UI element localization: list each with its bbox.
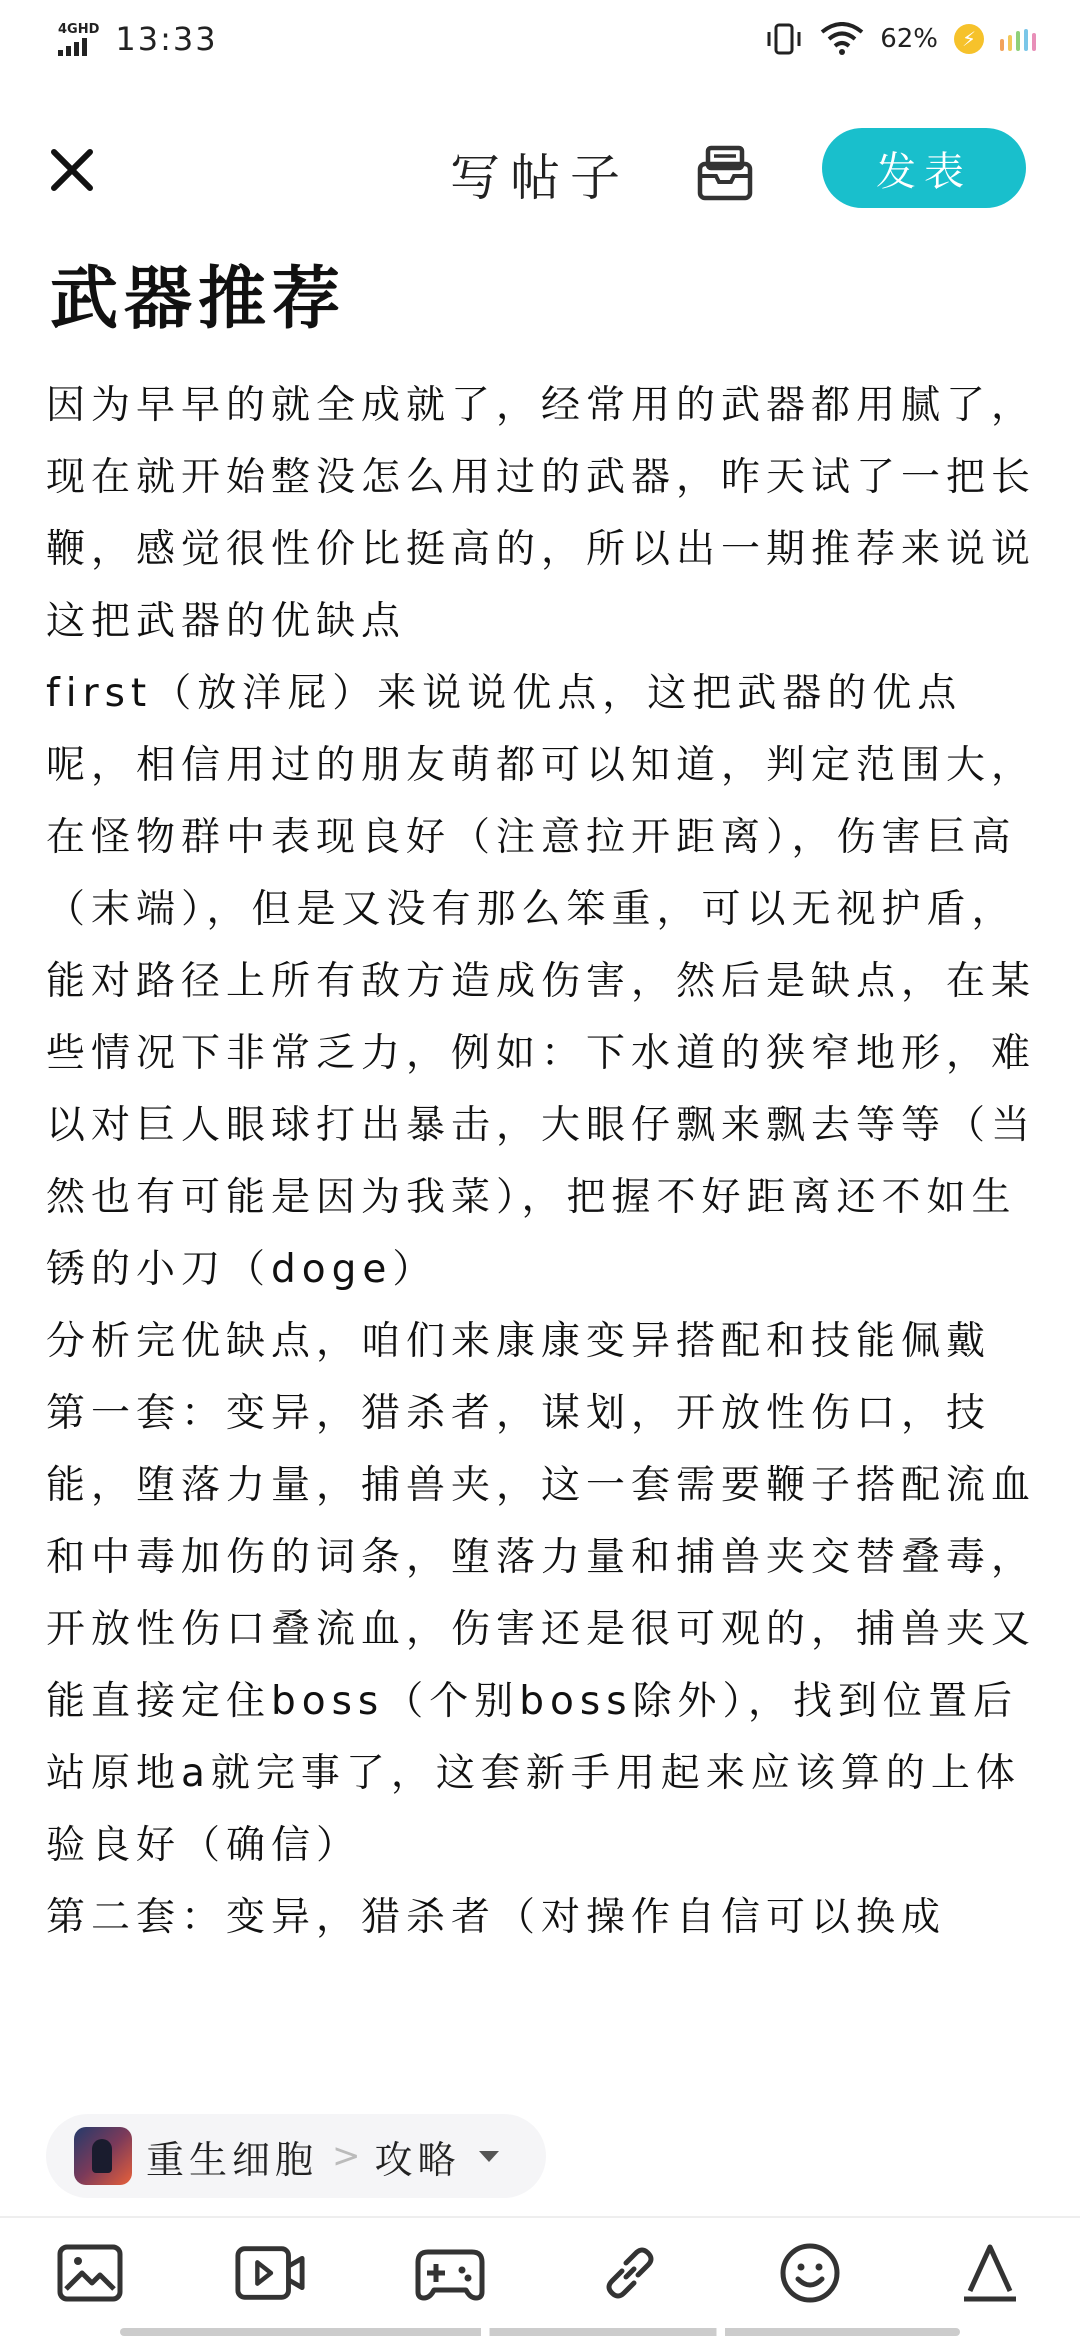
body-paragraph: 第二套：变异，猎杀者（对操作自信可以换成: [46, 1895, 947, 1940]
post-title-field[interactable]: 武器推荐: [50, 260, 347, 339]
post-body-editor[interactable]: [46, 370, 1036, 2085]
status-bar-right: [764, 22, 1036, 56]
text-format-icon: [960, 2241, 1020, 2305]
text-format-button[interactable]: [954, 2237, 1026, 2309]
body-paragraph: 因为早早的就全成就了，经常用的武器都用腻了，现在就开始整没怎么用过的武器，昨天试了一把长鞭，感觉很性价比挺高的，所以出一期推荐来说说这把武器的优缺点: [46, 383, 1036, 644]
body-paragraph: 分析完优缺点，咱们来康康变异搭配和技能佩戴: [46, 1319, 992, 1364]
game-icon: [414, 2244, 486, 2302]
caret-down-icon: [479, 2151, 499, 2162]
status-bar: [0, 0, 1080, 78]
insert-emoji-button[interactable]: [774, 2237, 846, 2309]
insert-game-button[interactable]: [414, 2237, 486, 2309]
drafts-button[interactable]: [690, 138, 760, 208]
video-icon: [234, 2244, 306, 2302]
header-bar: [0, 120, 1080, 220]
drafts-box-icon: [694, 142, 756, 204]
game-topic-selector[interactable]: [46, 2114, 546, 2198]
body-paragraph: 第一套：变异，猎杀者，谋划，开放性伤口，技能，堕落力量，捕兽夹，这一套需要鞭子搭配流血和中毒加伤的词条，堕落力量和捕兽夹交替叠毒，开放性伤口叠流血，伤害还是很可观的，捕兽夹又能直接定住boss（个别boss除外），找到位置后站原地a就完事了，这套新手用起来应该算的上体验良好（确信）: [46, 1391, 1036, 1868]
vibrate-icon: [764, 22, 804, 56]
insert-link-button[interactable]: [594, 2237, 666, 2309]
publish-button[interactable]: 发表: [822, 128, 1026, 208]
battery-level-icon: [1000, 27, 1036, 51]
game-thumbnail: [74, 2127, 132, 2185]
network-type-label: 4GHD: [58, 21, 100, 37]
gesture-bar: [120, 2328, 960, 2336]
insert-image-button[interactable]: [54, 2237, 126, 2309]
wifi-icon: [820, 22, 864, 56]
charging-icon: ⚡: [954, 24, 984, 54]
cellular-signal-icon: [58, 23, 99, 56]
page-title: 写帖子: [450, 149, 630, 207]
category-label: 攻略: [374, 2137, 461, 2182]
status-time: 13:33: [115, 20, 218, 58]
emoji-icon: [778, 2241, 842, 2305]
link-icon: [598, 2241, 662, 2305]
battery-percentage: 62%: [880, 24, 938, 54]
editor-toolbar: [0, 2216, 1080, 2340]
body-paragraph: first（放洋屁）来说说优点，这把武器的优点呢，相信用过的朋友萌都可以知道，判定范围大，在怪物群中表现良好（注意拉开距离），伤害巨高（末端），但是又没有那么笨重，可以无视护盾，能对路径上所有敌方造成伤害，然后是缺点，在某些情况下非常乏力，例如：下水道的狭窄地形，难以对巨人眼球打出暴击，大眼仔飘来飘去等等（当然也有可能是因为我菜），把握不好距离还不如生锈的小刀（doge）: [46, 671, 1036, 1292]
chevron-right-icon: >: [332, 2136, 361, 2176]
image-icon: [56, 2243, 124, 2303]
game-name-label: 重生细胞: [146, 2137, 319, 2182]
status-bar-left: [58, 20, 218, 58]
insert-video-button[interactable]: [234, 2237, 306, 2309]
